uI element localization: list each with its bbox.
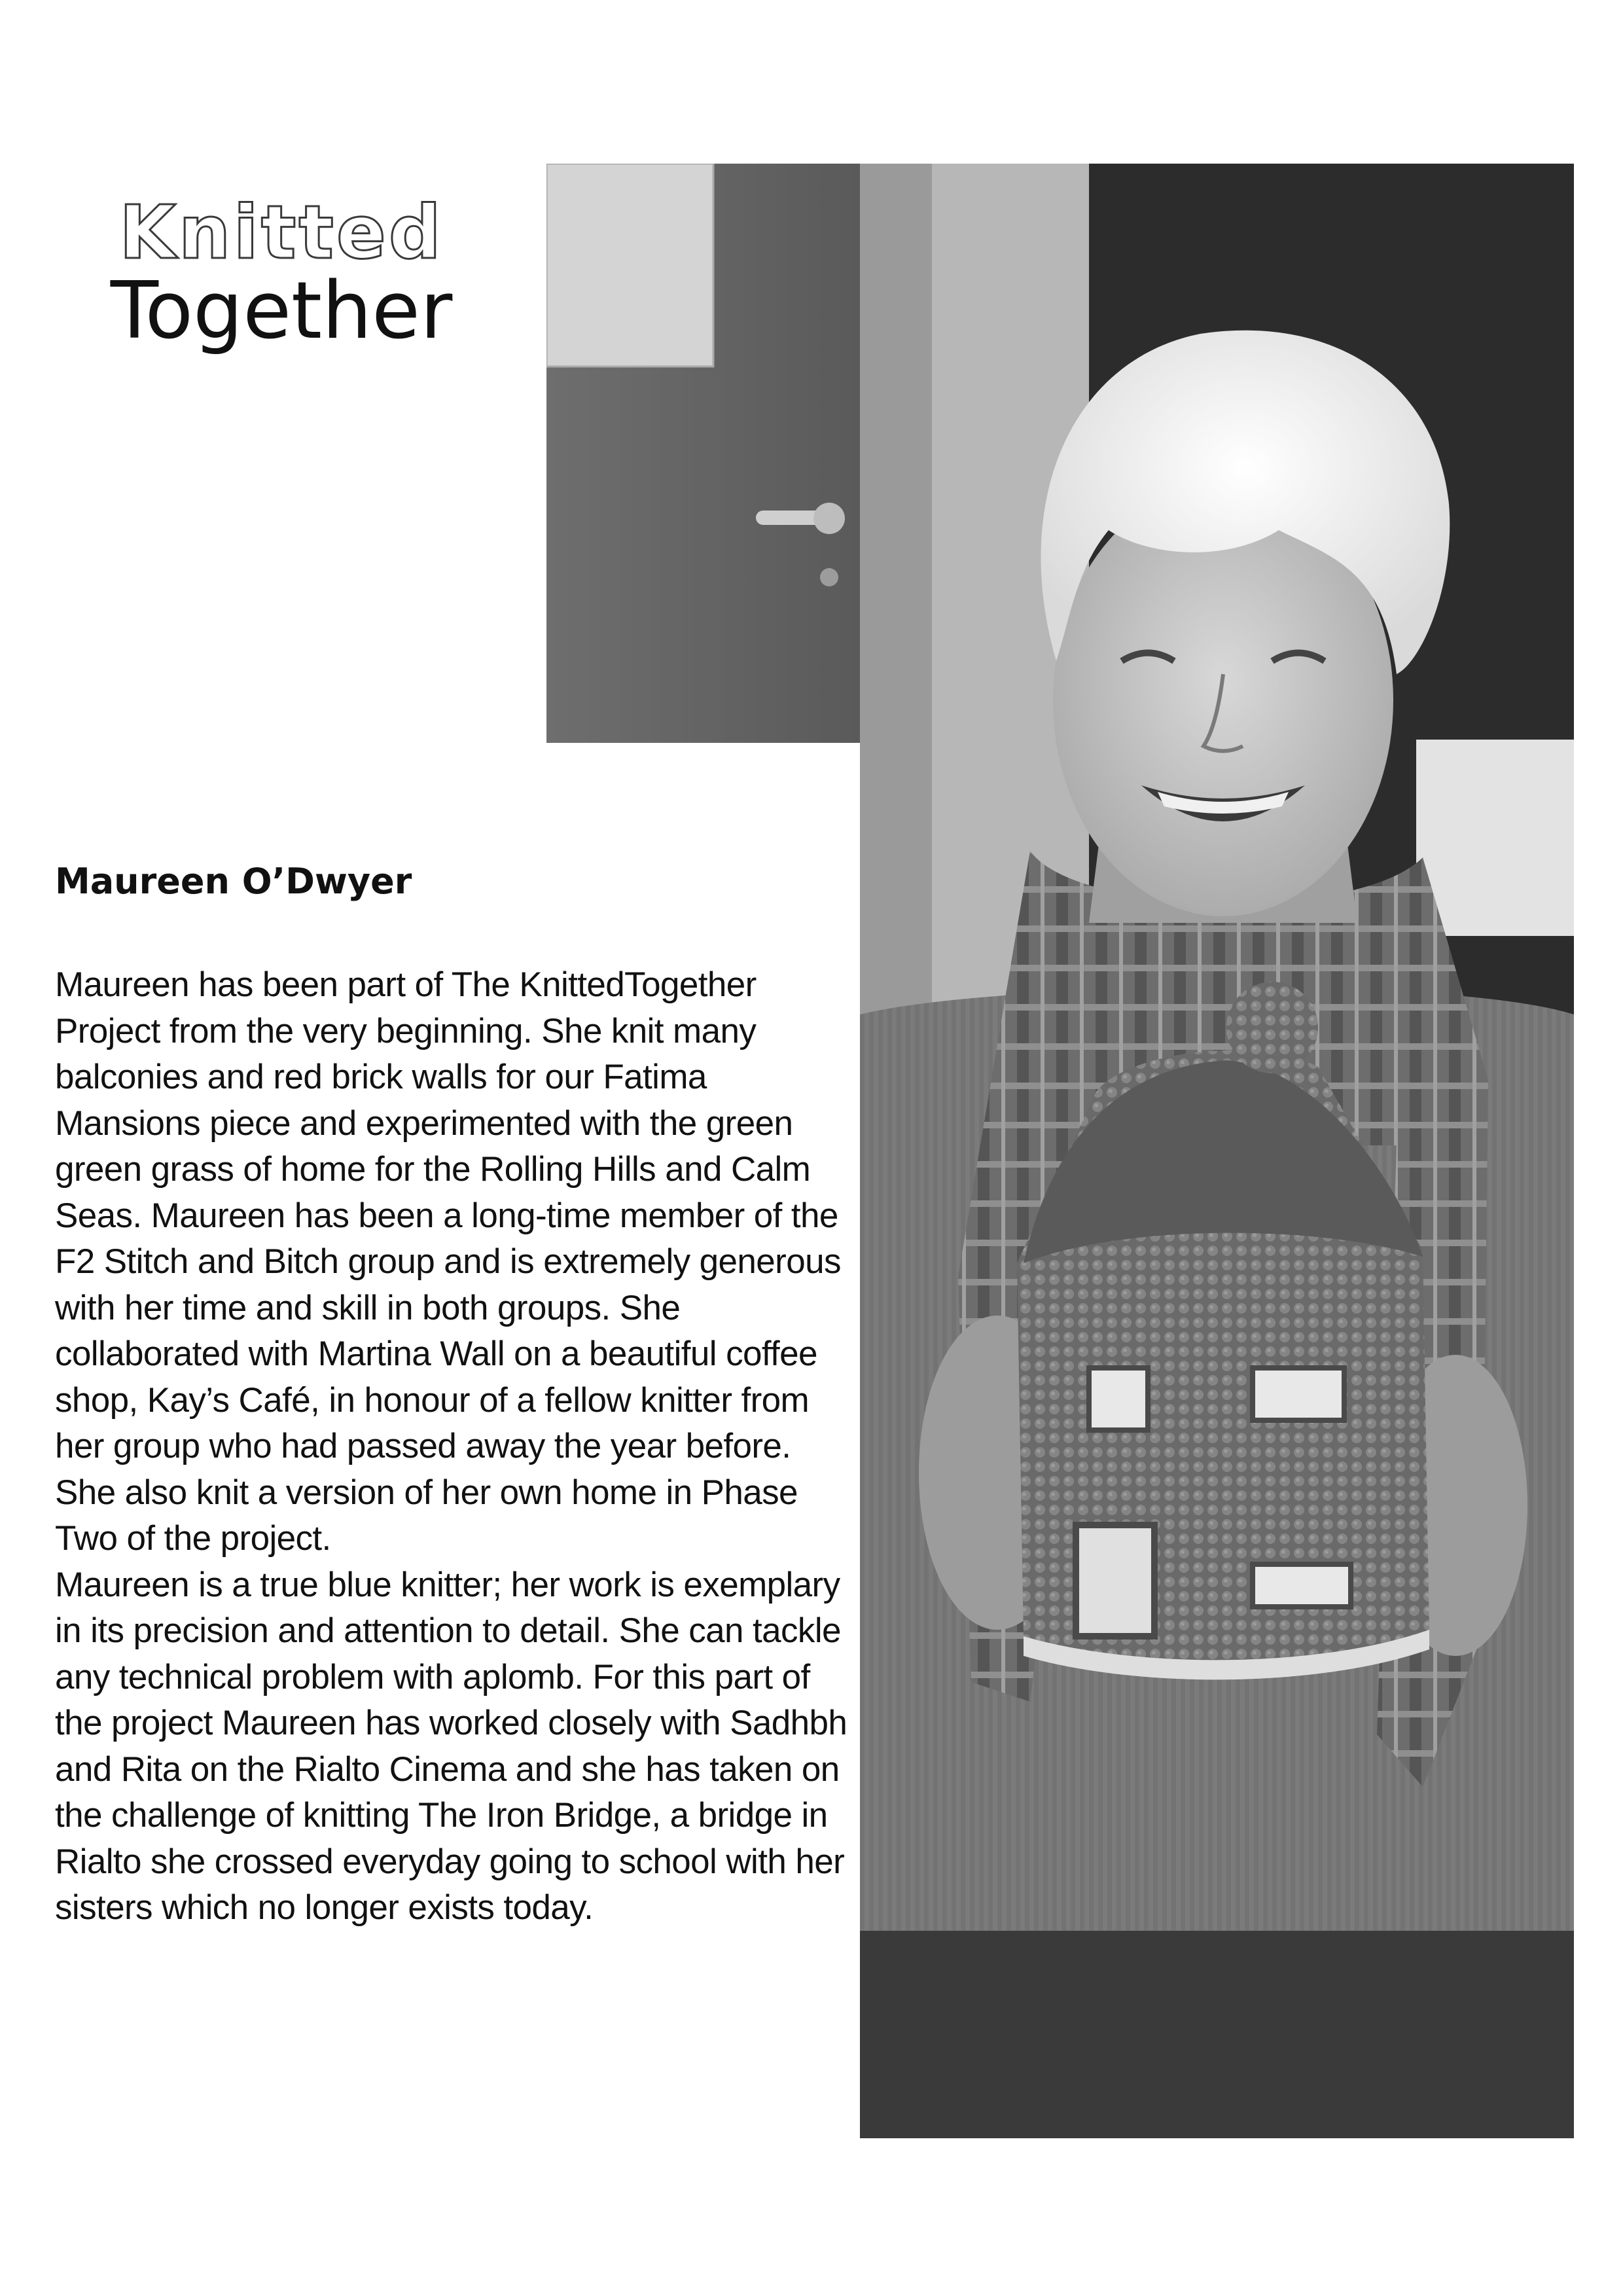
- biography-paragraph-2: Maureen is a true blue knitter; her work is exemplary in its precision and attention to detail. She can tackle any technical problem with aplomb. For this part of the project Maureen has worked closely with Sadhbh and Rita on the Rialto Cinema and she has taken on the challenge of knitting The Iron Bridge, a bridge in Rialto she crossed everyday going to school with her sisters which no longer exists today.: [55, 1565, 847, 1927]
- biography: [55, 962, 850, 1931]
- biography-paragraph-1: Maureen has been part of The KnittedTogether Project from the very beginning. She knit many balconies and red brick walls for our Fatima Mansions piece and experimented with the green green grass of home for the Rolling Hills and Calm Seas. Maureen has been a long-time member of the F2 Stitch and Bitch group and is extremely generous with her time and skill in both groups. She collaborated with Martina Wall on a beautiful coffee shop, Kay’s Café, in honour of a fellow knitter from her group who had passed away the year before. She also knit a version of her own home in Phase Two of the project.: [55, 965, 841, 1558]
- logo-together: Together: [110, 266, 453, 357]
- logo-knitted: Knitted: [118, 190, 444, 276]
- portrait-photo: [860, 164, 1574, 2138]
- person-name: Maureen O’Dwyer: [55, 861, 412, 902]
- project-logo: [98, 190, 465, 357]
